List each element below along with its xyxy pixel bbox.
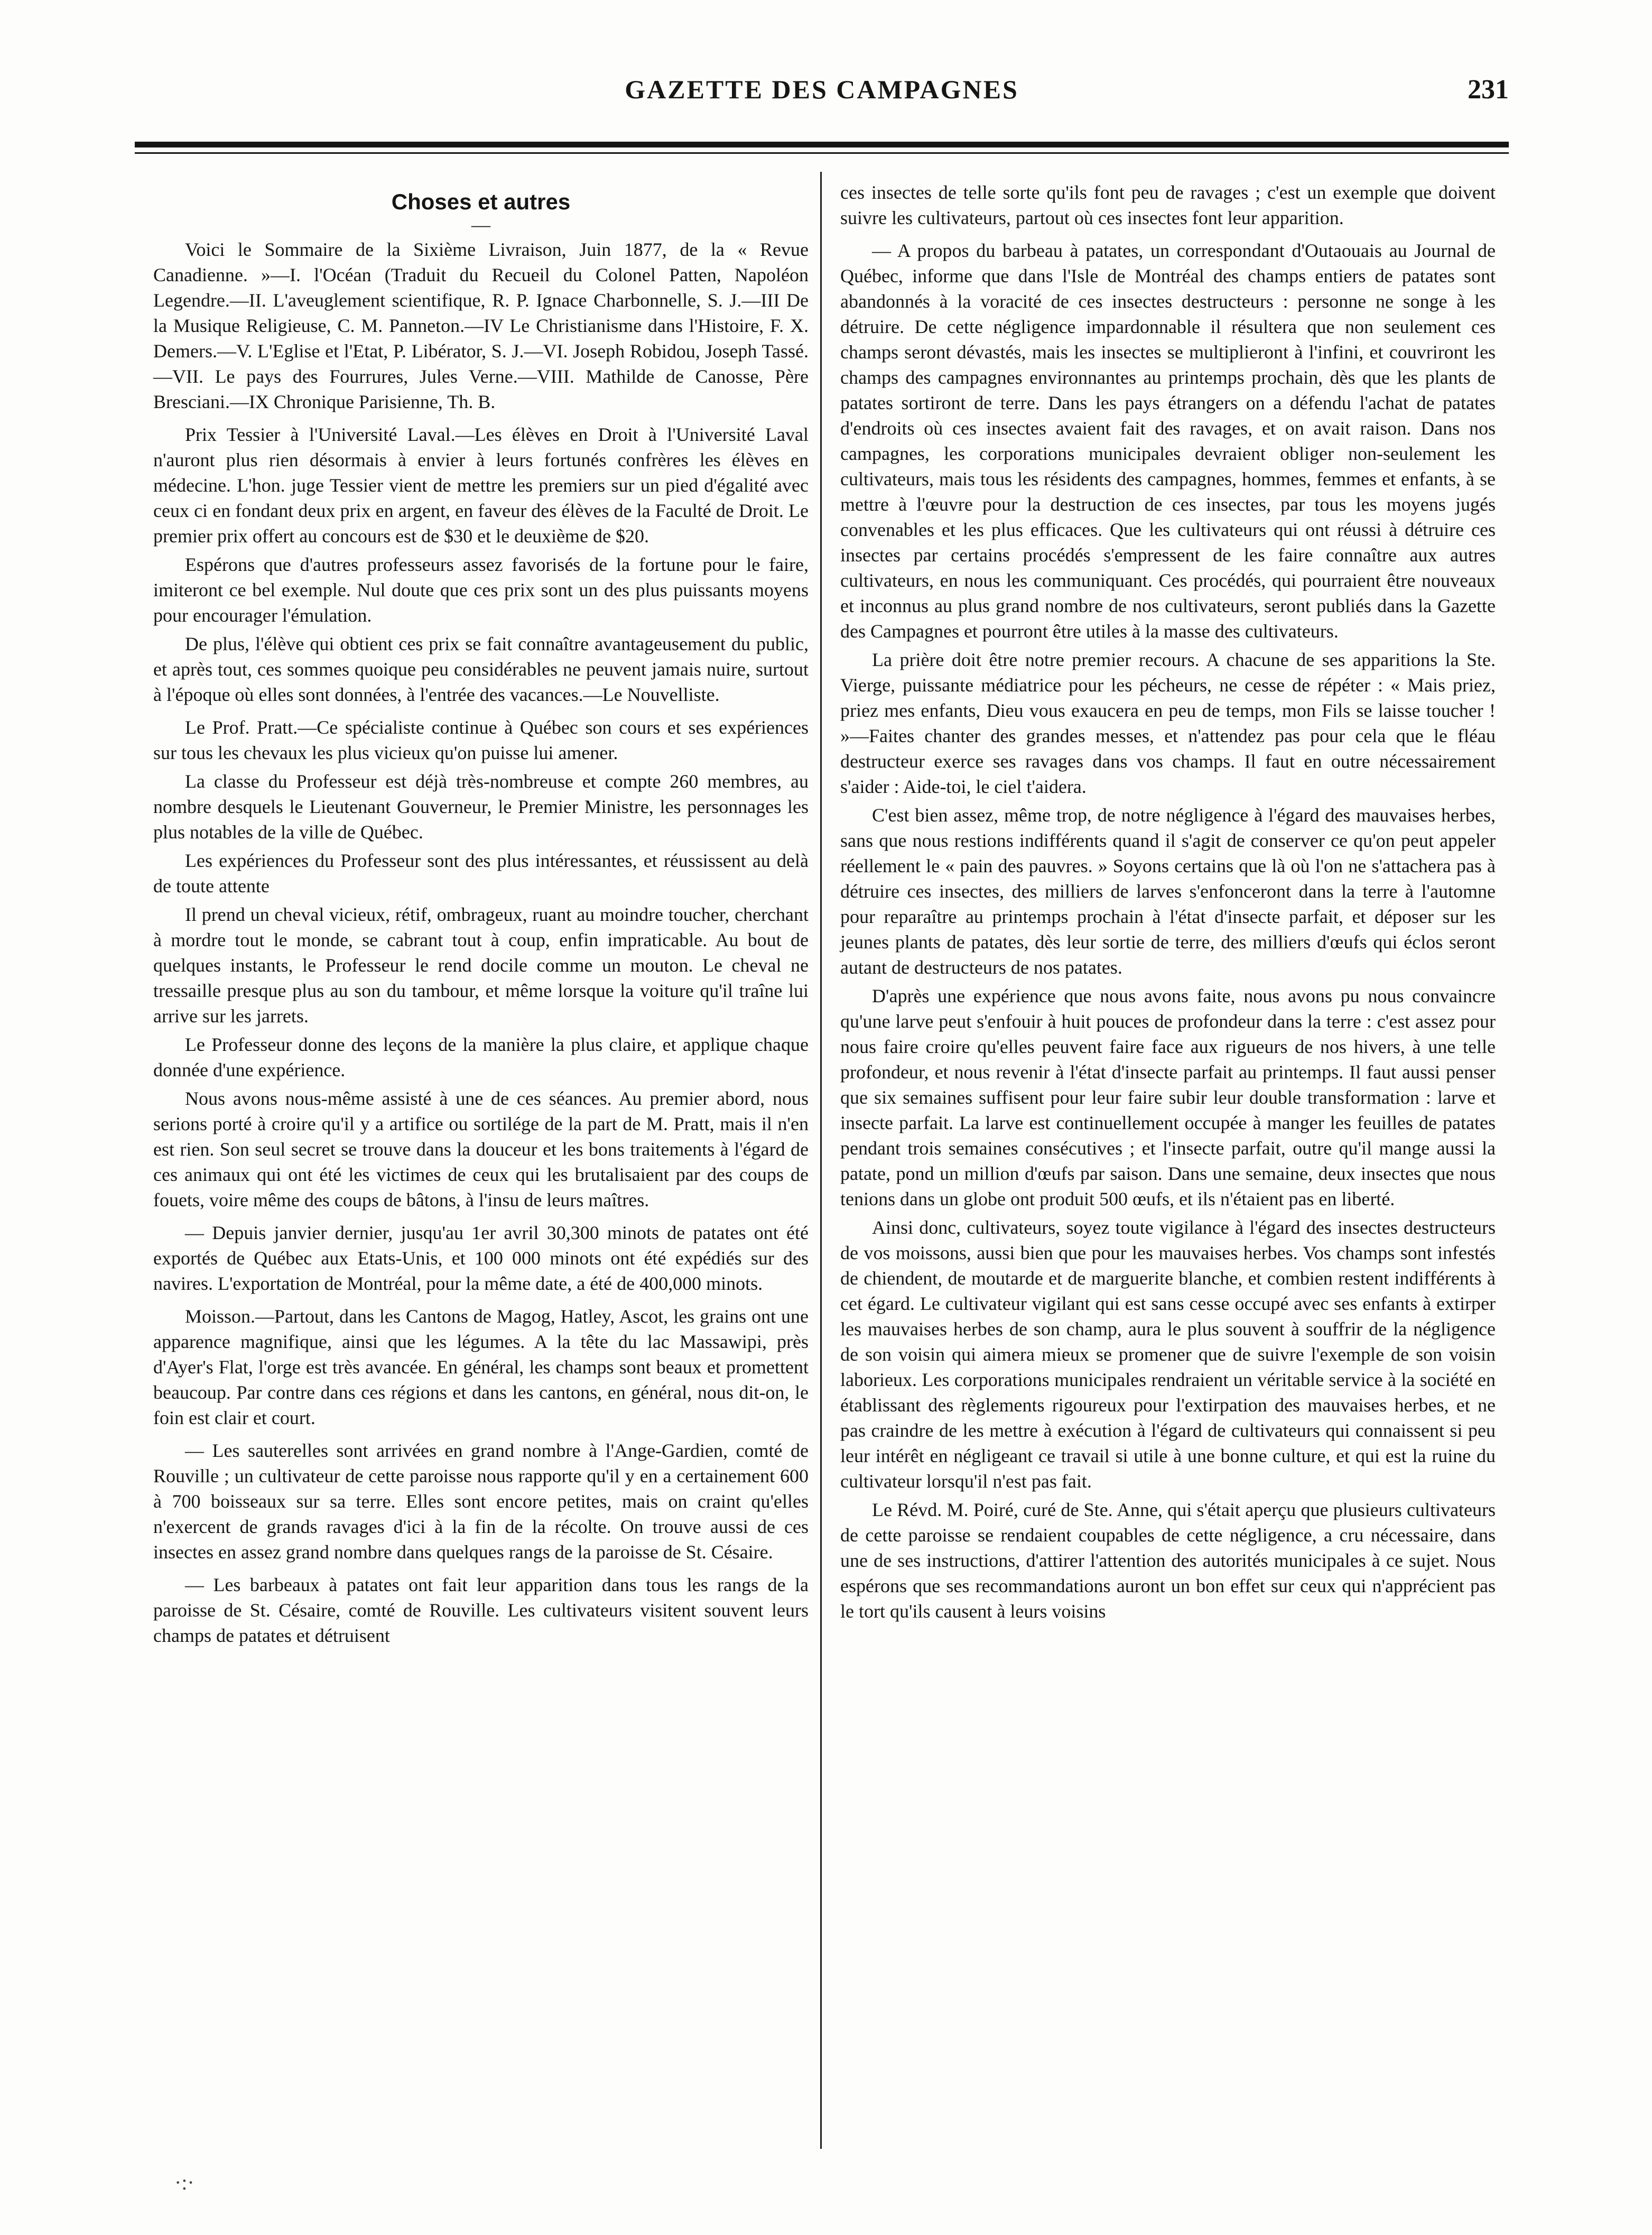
left-column — [153, 180, 809, 1651]
paragraph-negligence: C'est bien assez, même trop, de notre négligence à l'égard des mauvaises herbes, sans que nous restions indifférents quand il s'agit de conserver ce qu'on peut appeler réellement le « pain des pauvres. » Soyons certains que là où l'on ne s'attachera pas à détruire ces insectes, des milliers de larves s'enfonceront dans la terre à l'automne pour reparaître au printemps prochain à l'état d'insecte parfait, et déposer sur les jeunes plants de patates, dès leur sortie de terre, des milliers d'œufs qui éclos seront autant de destructeurs de nos patates. — [840, 805, 1496, 978]
paragraph-continuation: ces insectes de telle sorte qu'ils font peu de ravages ; c'est un exemple que doivent suivre les cultivateurs, partout où ces insectes font leur apparition. — [840, 182, 1496, 228]
section-title: Choses et autres — [391, 189, 571, 214]
page-number: 231 — [1468, 75, 1509, 105]
paragraph-revd-poire: Le Révd. M. Poiré, curé de Ste. Anne, qui s'était aperçu que plusieurs cultivateurs de cette paroisse se rendaient coupables de cette négligence, a cru nécessaire, dans une de ses instructions, d'attirer l'attention des autorités municipales à ce sujet. Nous espérons que ses recommandations auront un bon effet sur ceux qui n'apprécient pas le tort qu'ils causent à leurs voisins — [840, 1499, 1496, 1622]
paragraph-experience-larve: D'après une expérience que nous avons faite, nous avons pu nous convaincre qu'une larve peut s'enfouir à huit pouces de profondeur dans la terre : c'est assez pour nous faire croire qu'elles peuvent faire face aux rigueurs de nos hivers, à une telle profondeur, et nous revenir à l'état d'insecte parfait au printemps. Il faut aussi penser que six semaines suffisent pour leur faire subir leur double transformation : larve et insecte parfait. La larve est continuellement occupée à manger les feuilles de patates pendant trois semaines consécutives ; et l'insecte parfait, outre qu'il mange aussi la patate, pond un million d'œufs par saison. Dans une semaine, deux insectes que nous tenions dans un globe ont produit 500 œufs, et ils n'étaient pas en liberté. — [840, 985, 1496, 1209]
paragraph-seances: Nous avons nous-même assisté à une de ces séances. Au premier abord, nous serions porté à croire qu'il y a artifice ou sortilége de la part de M. Pratt, mais il n'en est rien. Son seul secret se trouve dans la douceur et les bons traitements à l'égard de ces animaux qui ont été les victimes de ceux qui les brutalisaient par des coups de fouets, voire même des coups de bâtons, à l'insu de leurs maîtres. — [153, 1088, 809, 1211]
paragraph-prof-pratt: Le Prof. Pratt.—Ce spécialiste continue à Québec son cours et ses expériences sur tous les chevaux les plus vicieux qu'on puisse lui amener. — [153, 717, 809, 763]
column-separator — [820, 172, 822, 2149]
right-column — [840, 180, 1496, 1627]
paragraph-experiences: Les expériences du Professeur sont des plus intéressantes, et réussissent au delà de toute attente — [153, 850, 809, 897]
paragraph-de-plus: De plus, l'élève qui obtient ces prix se fait connaître avantageusement du public, et après tout, ces sommes quoique peu considérables ne peuvent jamais nuire, surtout à l'époque où elles sont données, à l'entrée des vacances.—Le Nouvelliste. — [153, 633, 809, 705]
paragraph-moisson: Moisson.—Partout, dans les Cantons de Magog, Hatley, Ascot, les grains ont une apparence magnifique, ainsi que les légumes. A la tête du lac Massawipi, près d'Ayer's Flat, l'orge est très avancée. En général, les champs sont beaux et promettent beaucoup. Par contre dans ces régions et dans les cantons, en général, nous dit-on, le foin est clair et court. — [153, 1306, 809, 1428]
header-rule-thick — [135, 142, 1509, 147]
running-title: GAZETTE DES CAMPAGNES — [625, 75, 1019, 104]
paragraph-barbeaux: — Les barbeaux à patates ont fait leur apparition dans tous les rangs de la paroisse de St. Césaire, comté de Rouville. Les cultivateurs visitent souvent leurs champs de patates et détruisent — [153, 1574, 809, 1646]
footer-ink-marks: ·:· — [174, 2171, 194, 2194]
paragraph-esperons: Espérons que d'autres professeurs assez favorisés de la fortune pour le faire, imiteront ce bel exemple. Nul doute que ces prix sont un des plus puissants moyens pour encourager l'émulation. — [153, 554, 809, 626]
paragraph-cheval-vicieux: Il prend un cheval vicieux, rétif, ombrageux, ruant au moindre toucher, cherchant à mordre tout le monde, se cabrant tout à coup, enfin impraticable. Au bout de quelques instants, le Professeur le rend docile comme un mouton. Le cheval ne tressaille presque plus au son du tambour, et même lorsque la voiture qu'il traîne lui arrive sur les jarrets. — [153, 904, 809, 1027]
header-rule-thin — [135, 152, 1509, 154]
paragraph-priere: La prière doit être notre premier recours. A chacune de ses apparitions la Ste. Vierge, puissante médiatrice pour les pécheurs, ne cesse de répéter : « Mais priez, priez mes enfants, Dieu vous exaucera en peu de temps, mon Fils se laisse toucher ! »—Faites chanter des grandes messes, et n'attendez pas pour cela que le fléau destructeur exerce ses ravages dans vos champs. Il faut en outre nécessairement s'aider : Aide-toi, le ciel t'aidera. — [840, 649, 1496, 797]
paragraph-exportation-patates: — Depuis janvier dernier, jusqu'au 1er avril 30,300 minots de patates ont été exportés de Québec aux Etats-Unis, et 100 000 minots ont été expédiés sur des navires. L'exportation de Montréal, pour la même date, a été de 400,000 minots. — [153, 1222, 809, 1294]
paragraph-prix-tessier: Prix Tessier à l'Université Laval.—Les élèves en Droit à l'Université Laval n'auront plus rien désormais à envier à leurs fortunés confrères les élèves en médecine. L'hon. juge Tessier vient de mettre les premiers sur un pied d'égalité avec ceux ci en fondant deux prix en argent, en faveur des élèves de la Faculté de Droit. Le premier prix offert au concours est de $30 et le deuxième de $20. — [153, 424, 809, 547]
paragraph-barbeau-outaouais: — A propos du barbeau à patates, un correspondant d'Outaouais au Journal de Québec, informe que dans l'Isle de Montréal des champs entiers de patates sont abandonnés à la voracité de ces insectes destructeurs : personne ne songe à les détruire. De cette négligence impardonnable il résultera que non seulement ces champs seront dévastés, mais les insectes se multiplieront à l'infini, et couvriront les champs des campagnes environnantes au printemps prochain, dès que les plants de patates sortiront de terre. Dans les pays étrangers on a défendu l'achat de patates d'endroits où ces insectes avaient fait des ravages, et on avait raison. Dans nos campagnes, les corporations municipales devraient obliger non-seulement les cultivateurs, mais tous les résidents des campagnes, hommes, femmes et enfants, à se mettre à l'œuvre pour la destruction de ces insectes, par tous les moyens jugés convenables et les plus efficaces. Que les cultivateurs qui ont réussi à détruire ces insectes par certains procédés s'empressent de les faire connaître aux autres cultivateurs, en nous les communiquant. Ces procédés, qui pourraient être nouveaux et inconnus au plus grand nombre de nos cultivateurs, seront publiés dans la Gazette des Campagnes et pourront être utiles à la masse des cultivateurs. — [840, 240, 1496, 642]
paragraph-classe-professeur: La classe du Professeur est déjà très-nombreuse et compte 260 membres, au nombre desquels le Lieutenant Gouverneur, le Premier Ministre, les personnages les plus notables de la ville de Québec. — [153, 771, 809, 843]
paragraph-revue-sommaire: Voici le Sommaire de la Sixième Livraison, Juin 1877, de la « Revue Canadienne. »—I. l'Océan (Traduit du Recueil du Colonel Patten, Napoléon Legendre.—II. L'aveuglement scientifique, R. P. Ignace Charbonnelle, S. J.—III De la Musique Religieuse, C. M. Panneton.—IV Le Christianisme dans l'Histoire, F. X. Demers.—V. L'Eglise et l'Etat, P. Libérator, S. J.—VI. Joseph Robidou, Joseph Tassé.—VII. Le pays des Fourrures, Jules Verne.—VIII. Mathilde de Canosse, Père Bresciani.—IX Chronique Parisienne, Th. B. — [153, 239, 809, 412]
paragraph-sauterelles: — Les sauterelles sont arrivées en grand nombre à l'Ange-Gardien, comté de Rouville ; un cultivateur de cette paroisse nous rapporte qu'il y en a certainement 600 à 700 boisseaux sur sa terre. Elles sont encore petites, mais on craint qu'elles n'exercent de grands ravages d'ici à la fin de la récolte. On trouve aussi de ces insectes en assez grand nombre dans quelques rangs de la paroisse de St. Césaire. — [153, 1440, 809, 1563]
paragraph-vigilance: Ainsi donc, cultivateurs, soyez toute vigilance à l'égard des insectes destructeurs de vos moissons, aussi bien que pour les mauvaises herbes. Vos champs sont infestés de chiendent, de moutarde et de marguerite blanche, et combien restent indifférents à cet égard. Le cultivateur vigilant qui est sans cesse occupé avec ses enfants à extirper les mauvaises herbes de son champ, aura le plus souvent à souffrir de la négligence de son voisin qui aimera mieux se promener que de suivre l'exemple de son voisin laborieux. Les corporations municipales rendraient un véritable service à la société en établissant des règlements rigoureux pour l'extirpation des mauvaises herbes, et ne pas craindre de les mettre à exécution à l'égard de cultivateurs qui connaissent si peu leur intérêt en négligeant ce travail si utile à une bonne culture, et qui est la ruine du cultivateur lorsqu'il n'est pas fait. — [840, 1217, 1496, 1492]
running-header — [135, 74, 1509, 122]
paragraph-lecons: Le Professeur donne des leçons de la manière la plus claire, et applique chaque donnée d'une expérience. — [153, 1034, 809, 1080]
title-dash: — — [471, 214, 490, 235]
